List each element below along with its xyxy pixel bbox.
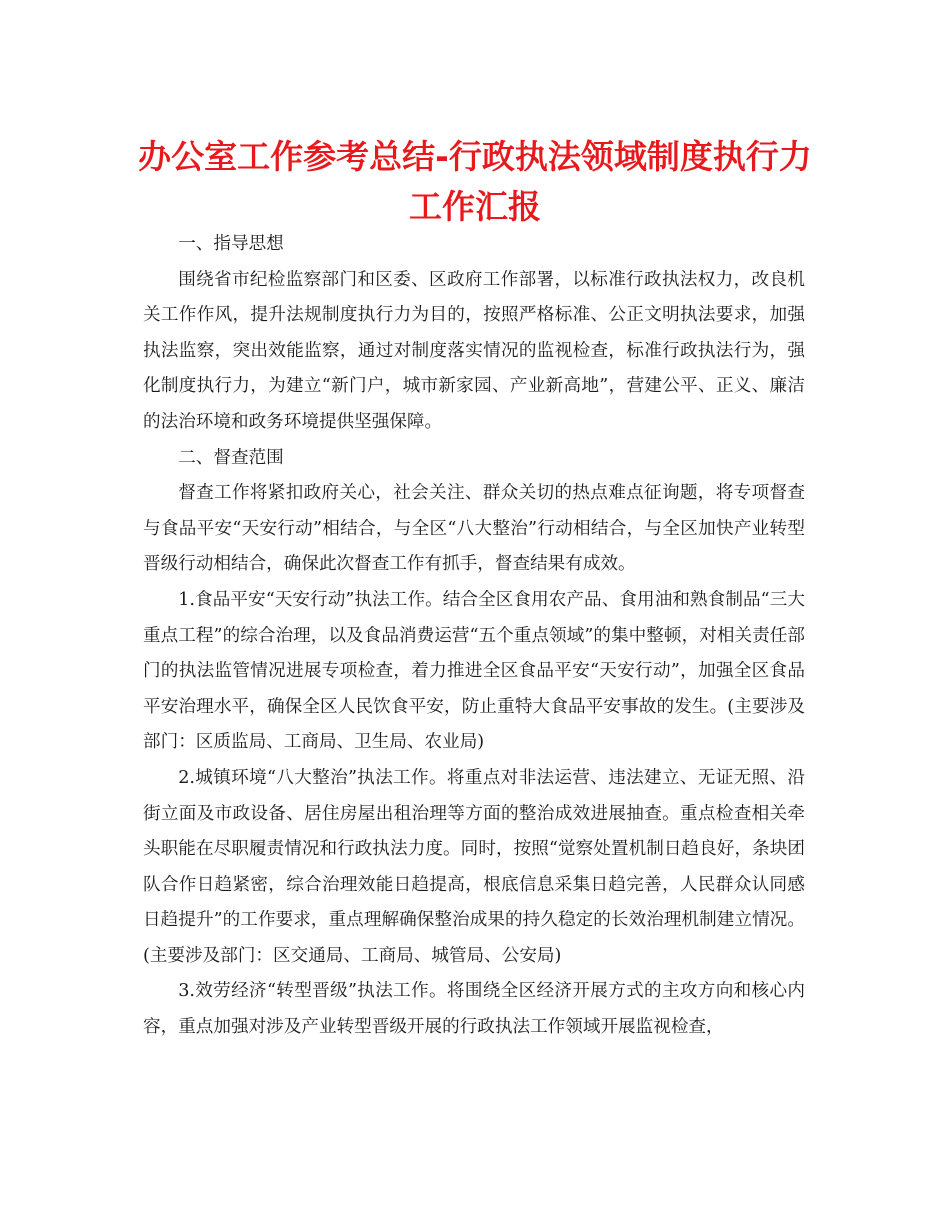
document-title: 办公室工作参考总结-行政执法领域制度执行力工作汇报: [138, 137, 812, 226]
section-heading-inspection-scope: 二、督查范围: [178, 447, 284, 468]
paragraph-guiding-ideology: 围绕省市纪检监察部门和区委、区政府工作部署，以标准行政执法权力，改良机关工作作风，提升法规制度执行力为目的，按照严格标准、公正文明执法要求，加强执法监察，突出效能监察，通过对制度落实情况的监视检查，标准行政执法行为，强化制度执行力，为建立“新门户，城市新家园、产业新高地”，营建公平、正义、廉洁的法治环境和政务环境提供坚强保障。: [143, 269, 805, 432]
paragraph-item-2-urban-environment: 2.城镇环境“八大整治”执法工作。将重点对非法运营、违法建立、无证无照、沿街立面及市政设备、居住房屋出租治理等方面的整治成效进展抽查。重点检查相关牵头职能在尽职履责情况和行政执法力度。同时，按照“觉察处置机制日趋良好，条块团队合作日趋紧密，综合治理效能日趋提高，根底信息采集日趋完善，人民群众认同感日趋提升”的工作要求，重点理解确保整治成果的持久稳定的长效治理机制建立情况。(主要涉及部门：区交通局、工商局、城管局、公安局): [143, 767, 805, 966]
paragraph-inspection-scope: 督查工作将紧扣政府关心，社会关注、群众关切的热点难点征询题，将专项督查与食品平安“天安行动”相结合，与全区“八大整治”行动相结合，与全区加快产业转型晋级行动相结合，确保此次督查工作有抓手，督查结果有成效。: [143, 483, 805, 575]
paragraph-item-3-economic-transformation: 3.效劳经济“转型晋级”执法工作。将围绕全区经济开展方式的主攻方向和核心内容，重点加强对涉及产业转型晋级开展的行政执法工作领域开展监视检查，: [143, 981, 805, 1038]
paragraph-item-1-food-safety: 1.食品平安“天安行动”执法工作。结合全区食用农产品、食用油和熟食制品“三大重点工程”的综合治理，以及食品消费运营“五个重点领域”的集中整顿，对相关责任部门的执法监管情况进展专项检查，着力推进全区食品平安“天安行动”，加强全区食品平安治理水平，确保全区人民饮食平安，防止重特大食品平安事故的发生。(主要涉及部门：区质监局、工商局、卫生局、农业局): [143, 589, 805, 753]
section-heading-guiding-ideology: 一、指导思想: [178, 234, 284, 254]
document-body: [143, 227, 805, 1046]
